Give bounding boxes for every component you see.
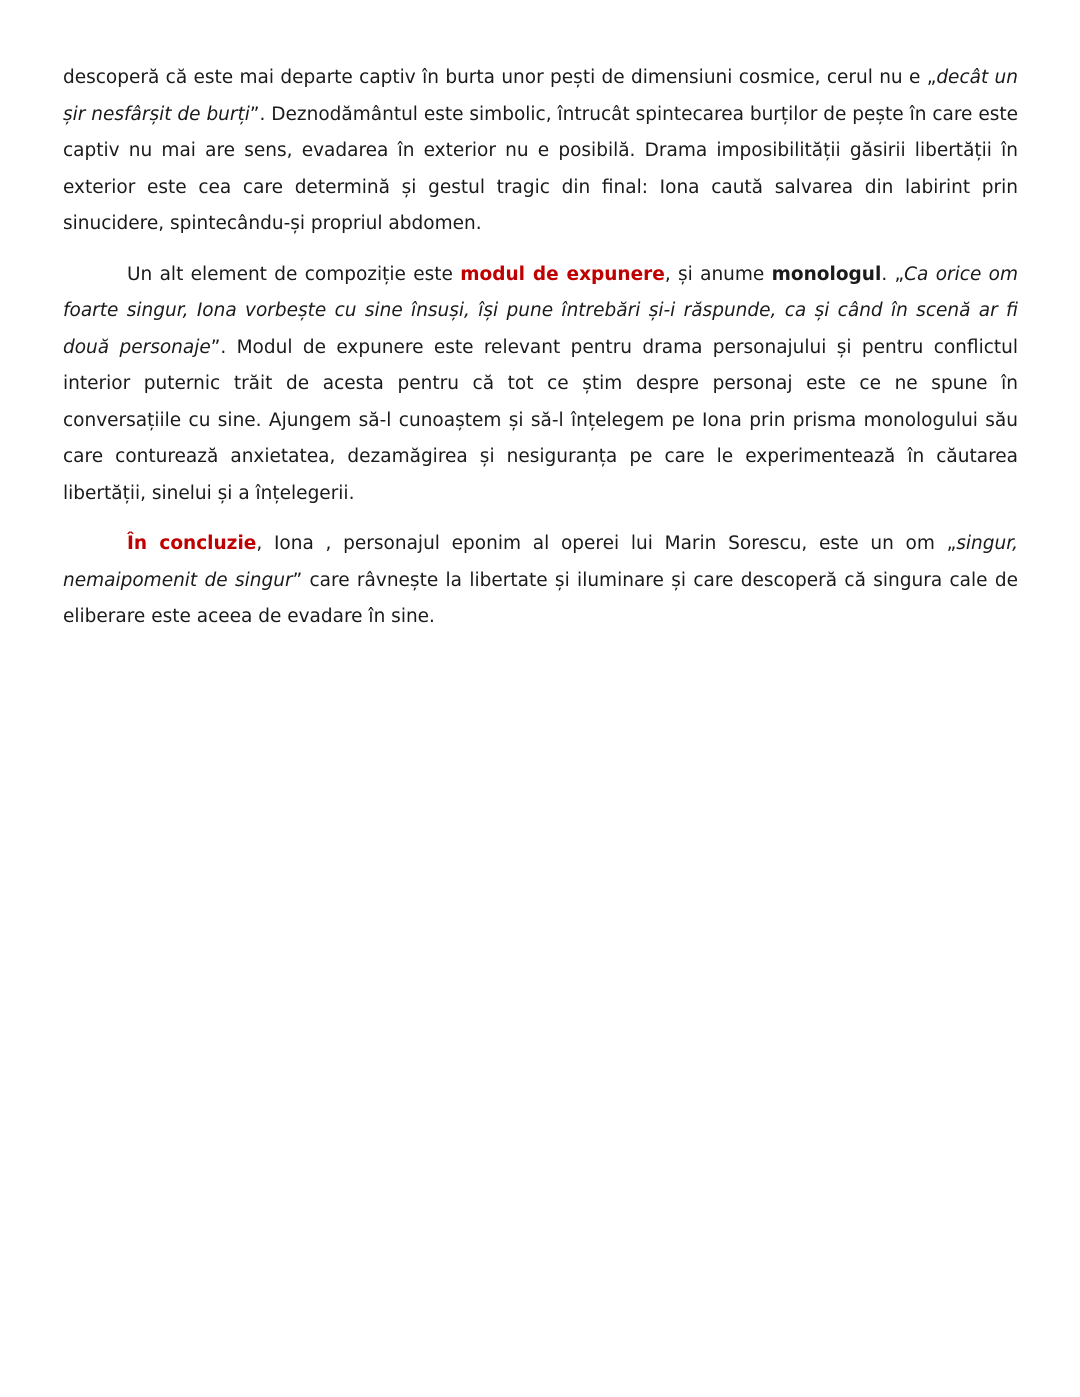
text-segment: , și anume <box>664 263 772 285</box>
paragraph-intro-continuation <box>63 60 1018 243</box>
text-segment: descoperă că este mai departe captiv în burta unor pești de dimensiuni cosmice, cerul nu e „ <box>63 67 937 88</box>
text-segment: . „ <box>881 263 905 285</box>
document-page <box>63 60 1018 650</box>
highlight-term: modul de expunere <box>460 263 665 285</box>
highlight-term: În concluzie <box>127 533 257 554</box>
text-segment: Un alt element de compoziție este <box>127 263 461 285</box>
text-segment: ”. Modul de expunere este relevant pentru drama personajului și pentru conflictul interior puternic trăit de acesta pentru că tot ce știm despre personaj este ce ne spune în conversațiile cu sine. Ajungem să-l cunoaștem și să-l înțelegem pe Iona prin prisma monologului său care conturează anxietatea, dezamăgirea și nesiguranța pe care le experimentează în căutarea libertății, sinelui și a înțelegerii. <box>63 336 1018 504</box>
paragraph-concluzie <box>63 526 1018 636</box>
quote-segment: singur, nemaipomenit de singur <box>63 533 1018 591</box>
quote-segment: decât un șir nesfârșit de burți <box>63 67 1018 125</box>
text-segment: , Iona , personajul eponim al operei lui Marin Sorescu, este un om „ <box>256 533 957 554</box>
text-segment: ” care râvnește la libertate și iluminare și care descoperă că singura cale de eliberare este aceea de evadare în sine. <box>63 569 1018 627</box>
quote-segment: Ca orice om foarte singur, Iona vorbește cu sine însuși, își pune întrebări și-i răspunde, ca și când în scenă ar fi două personaje <box>63 263 1018 358</box>
paragraph-expunere <box>63 257 1018 513</box>
bold-term: monologul <box>771 263 882 285</box>
text-segment: ”. Deznodământul este simbolic, întrucât spintecarea burților de pește în care este captiv nu mai are sens, evadarea în exterior nu e posibilă. Drama imposibilității găsirii libertății în exterior este cea care determină și gestul tragic din final: Iona caută salvarea din labirint prin sinucidere, spintecându-și propriul abdomen. <box>63 103 1018 234</box>
